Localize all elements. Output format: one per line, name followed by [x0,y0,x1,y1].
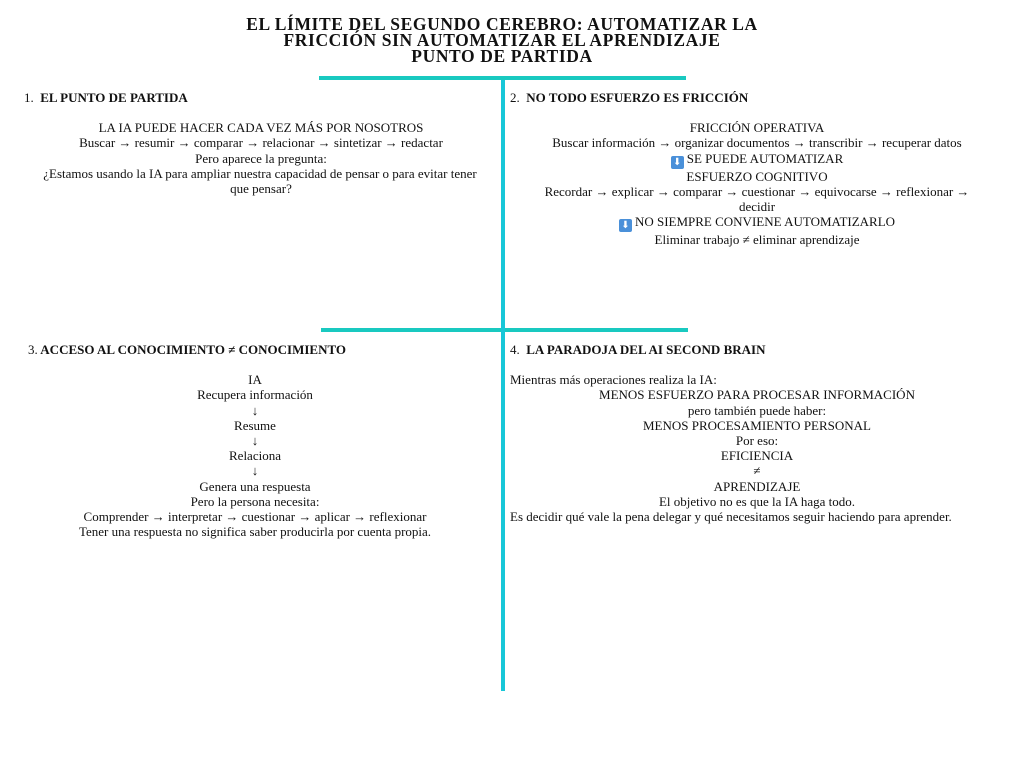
q3-line: Recupera información [197,387,313,403]
title-line-1: EL LÍMITE DEL SEGUNDO CEREBRO: AUTOMATIZAR LA [246,14,758,34]
q4-line: MENOS PROCESAMIENTO PERSONAL [642,417,871,433]
quadrant-1 [20,90,502,196]
quadrant-3-heading [20,342,490,357]
quadrant-1-title: EL PUNTO DE PARTIDA [40,90,188,105]
quadrant-3-body [20,372,490,539]
q3-line: IA [248,372,262,388]
down-arrow-icon: ↓ [251,463,259,479]
q2-line: decidir [738,199,776,215]
q2-automatable-label: SE PUEDE AUTOMATIZAR [686,150,844,166]
q4-intro: Mientras más operaciones realiza la IA: [510,372,717,388]
q4-line: Por eso: [735,433,779,449]
q1-line: que pensar? [230,181,292,197]
q4-line: APRENDIZAJE [713,478,801,494]
q4-line: El objetivo no es que la IA haga todo. [658,493,856,509]
quadrant-2-body [510,120,1004,247]
q2-line: Buscar información → organizar documentos → transcribir → recuperar datos [552,135,962,151]
quadrant-4-body [510,387,1004,509]
quadrant-1-body [20,120,502,196]
q1-line: Buscar → resumir → comparar → relacionar → sintetizar → redactar [79,135,443,151]
q4-line: ≠ [753,463,761,479]
q2-line: ESFUERZO COGNITIVO [686,168,828,184]
title-line-3: PUNTO DE PARTIDA [411,46,593,66]
quadrant-3-title: ACCESO AL CONOCIMIENTO ≠ CONOCIMIENTO [40,342,346,357]
page-title [200,16,804,64]
q3-line: Pero la persona necesita: [190,493,320,509]
quadrant-2-title: NO TODO ESFUERZO ES FRICCIÓN [526,90,749,105]
quadrant-3 [20,342,490,539]
down-arrow-icon: ↓ [251,433,259,449]
q3-line: Resume [234,417,276,433]
q4-line: MENOS ESFUERZO PARA PROCESAR INFORMACIÓN [599,387,915,403]
q4-line: EFICIENCIA [720,448,794,464]
q2-line: Eliminar trabajo ≠ eliminar aprendizaje [654,232,860,248]
quadrant-4-title: LA PARADOJA DEL AI SECOND BRAIN [526,342,766,357]
title-line-2: FRICCIÓN SIN AUTOMATIZAR EL APRENDIZAJE [283,30,721,50]
quadrant-1-number: 1. [24,90,34,105]
q2-line: FRICCIÓN OPERATIVA [689,120,825,136]
q3-line: Relaciona [229,448,281,464]
q4-line: pero también puede haber: [687,402,827,418]
quadrant-2 [510,90,1004,247]
q2-line: Recordar → explicar → comparar → cuestionar → equivocarse → reflexionar → [544,183,970,199]
down-arrow-icon: ↓ [251,402,259,418]
q3-line: Comprender → interpretar → cuestionar → aplicar → reflexionar [83,509,427,525]
quadrant-4 [510,342,1004,524]
q1-line: ¿Estamos usando la IA para ampliar nuestra capacidad de pensar o para evitar tener [43,165,477,181]
down-arrow-icon: ⬇ [619,219,632,232]
q2-line [510,151,1004,169]
q3-line: Tener una respuesta no significa saber producirla por cuenta propia. [78,524,432,540]
q1-line: Pero aparece la pregunta: [195,150,327,166]
q1-line: LA IA PUEDE HACER CADA VEZ MÁS POR NOSOTROS [98,120,424,136]
quadrant-4-number: 4. [510,342,520,357]
quadrant-1-heading [20,90,502,105]
quadrant-3-number: 3. [28,342,38,357]
quadrant-2-number: 2. [510,90,520,105]
quadrant-2-heading [510,90,1004,105]
q3-line: Genera una respuesta [199,478,311,494]
quadrant-4-heading [510,342,1004,357]
q4-closing: Es decidir qué vale la pena delegar y qué necesitamos seguir haciendo para aprender. [510,509,952,525]
down-arrow-icon: ⬇ [671,156,684,169]
q2-line [510,214,1004,232]
q2-not-automatable-label: NO SIEMPRE CONVIENE AUTOMATIZARLO [634,214,896,230]
